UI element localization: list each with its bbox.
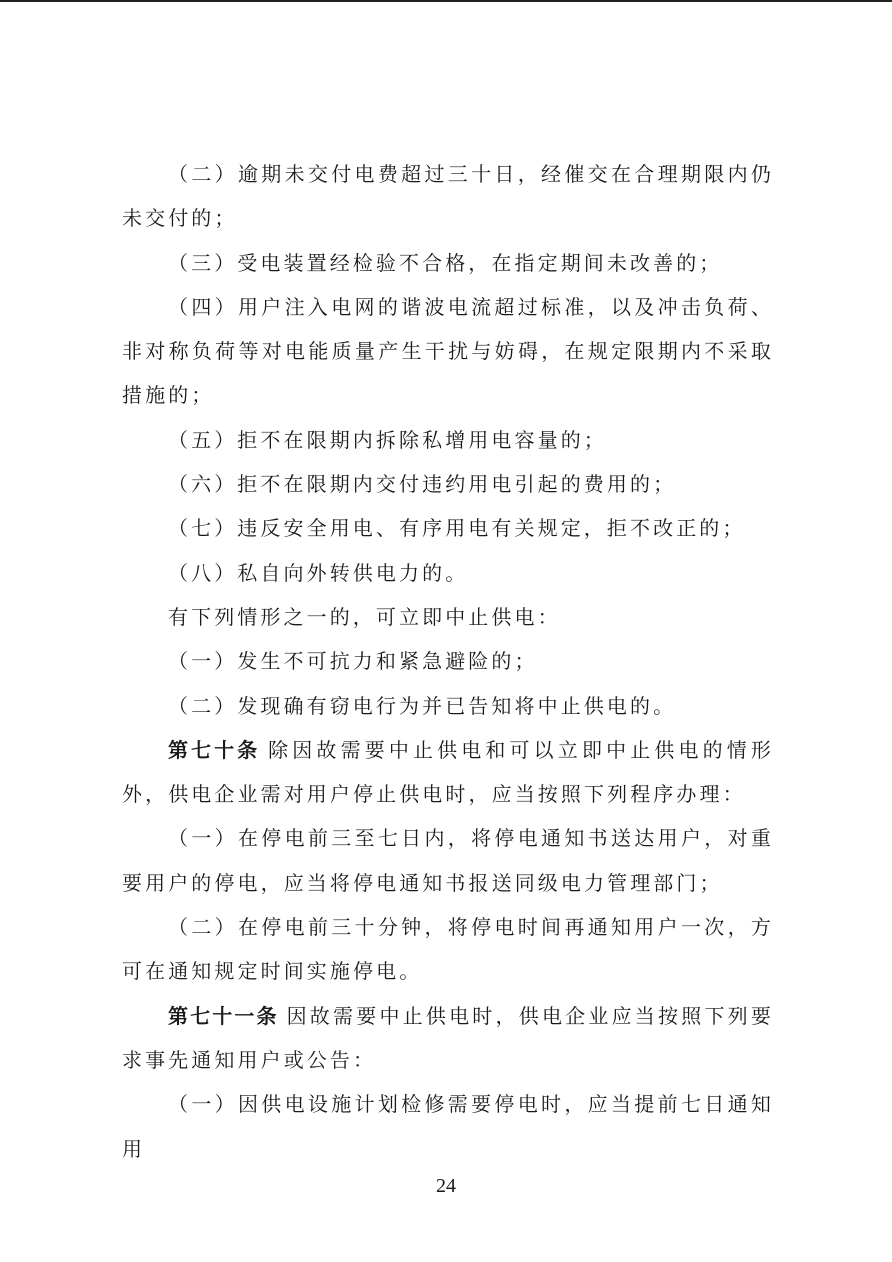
paragraph-immediate-suspension-intro <box>122 595 774 639</box>
paragraph-item-2-overdue-fees <box>122 152 774 241</box>
page-number: 24 <box>436 1175 456 1197</box>
article-70-heading: 第七十条 <box>168 737 261 762</box>
paragraph-text: （二）发现确有窃电行为并已告知将中止供电的。 <box>168 693 677 718</box>
paragraph-item-7-safety-rules <box>122 506 774 550</box>
paragraph-article-71-item-1 <box>122 1082 774 1171</box>
paragraph-text: （一）因供电设施计划检修需要停电时，应当提前七日通知用 <box>122 1092 774 1161</box>
paragraph-text: （七）违反安全用电、有序用电有关规定，拒不改正的； <box>168 516 746 541</box>
paragraph-text: （三）受电装置经检验不合格，在指定期间未改善的； <box>168 250 723 275</box>
paragraph-item-3-failed-inspection <box>122 241 774 285</box>
paragraph-text: （二）逾期未交付电费超过三十日，经催交在合理期限内仍未交付的； <box>122 162 774 231</box>
article-70 <box>122 728 774 817</box>
article-71 <box>122 994 774 1083</box>
paragraph-text: 有下列情形之一的，可立即中止供电： <box>168 604 561 629</box>
paragraph-text: （六）拒不在限期内交付违约用电引起的费用的； <box>168 472 677 497</box>
paragraph-item-5-capacity <box>122 418 774 462</box>
document-body <box>122 152 774 1171</box>
paragraph-text: （五）拒不在限期内拆除私增用电容量的； <box>168 427 607 452</box>
paragraph-text: （一）在停电前三至七日内，将停电通知书送达用户，对重要用户的停电，应当将停电通知书报送同级电力管理部门； <box>122 826 774 895</box>
paragraph-article-70-item-1 <box>122 816 774 905</box>
paragraph-item-4-harmonic-current <box>122 285 774 418</box>
article-71-heading: 第七十一条 <box>168 1003 279 1028</box>
paragraph-immediate-item-2 <box>122 684 774 728</box>
paragraph-immediate-item-1 <box>122 639 774 683</box>
top-border-line <box>0 0 892 2</box>
paragraph-article-70-item-2 <box>122 905 774 994</box>
article-70-text: 除因故需要中止供电和可以立即中止供电的情形外，供电企业需对用户停止供电时，应当按照下列程序办理： <box>122 737 774 807</box>
paragraph-text: （四）用户注入电网的谐波电流超过标准，以及冲击负荷、非对称负荷等对电能质量产生干扰与妨碍，在规定限期内不采取措施的； <box>122 294 774 408</box>
paragraph-text: （二）在停电前三十分钟，将停电时间再通知用户一次，方可在通知规定时间实施停电。 <box>122 915 774 984</box>
paragraph-item-6-violation-fees <box>122 462 774 506</box>
paragraph-text: （八）私自向外转供电力的。 <box>168 560 469 585</box>
paragraph-text: （一）发生不可抗力和紧急避险的； <box>168 649 538 674</box>
paragraph-item-8-resale <box>122 551 774 595</box>
article-71-text: 因故需要中止供电时，供电企业应当按照下列要求事先通知用户或公告： <box>122 1003 774 1072</box>
